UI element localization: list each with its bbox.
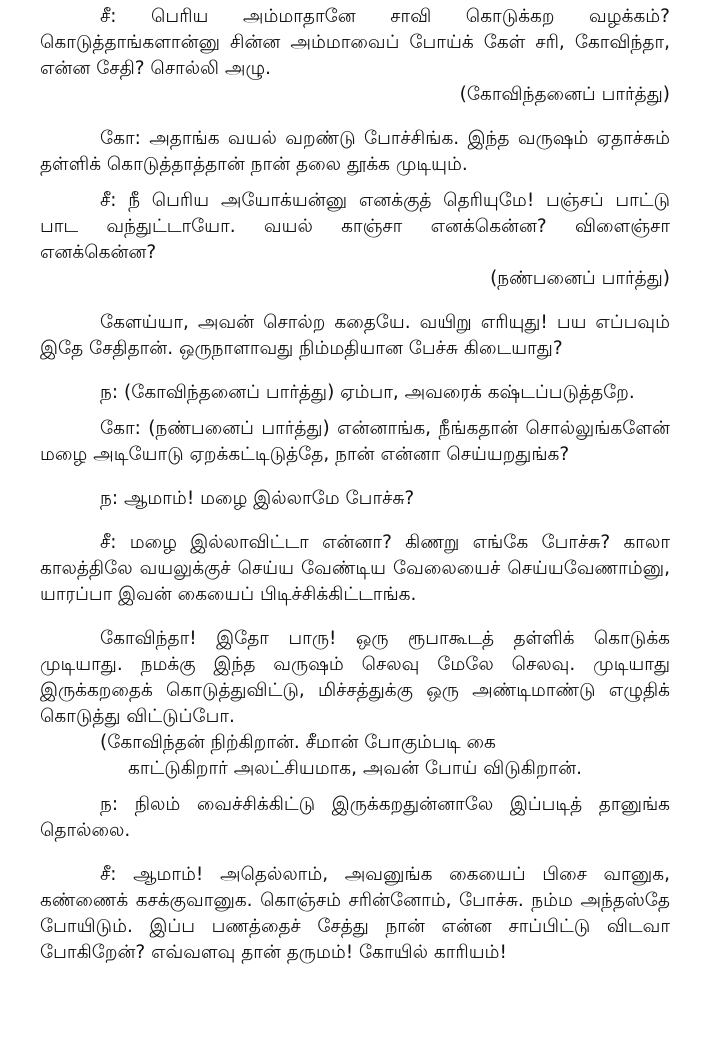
paragraph-1: சீ: பெரிய அம்மாதானே சாவி கொடுக்கற வழக்கம்? கொடுத்தாங்களான்னு சின்ன அம்மாவைப் போய்க் கேள் சரி, கோவிந்தா, என்ன சேதி? சொல்லி அழு. (40, 6, 670, 79)
stage-direction-2: (நண்பனைப் பார்த்து) (490, 268, 670, 289)
paragraph-7: ந: ஆமாம்! மழை இல்லாமே போச்சு? (100, 488, 415, 509)
paragraph-5: ந: (கோவிந்தனைப் பார்த்து) ஏம்பா, அவரைக் கஷ்டப்படுத்தறே. (100, 382, 635, 403)
stage-direction-3-line-1: (கோவிந்தன் நிற்கிறான். சீமான் போகும்படி கை (100, 732, 496, 753)
stage-direction-3-line-2: காட்டுகிறார் அலட்சியமாக, அவன் போய் விடுகிறான். (128, 758, 583, 779)
stage-direction-3 (100, 730, 670, 782)
paragraph-3: சீ: நீ பெரிய அயோக்யன்னு எனக்குத் தெரியுமே! பஞ்சப் பாட்டு பாட வந்துட்டாயோ. வயல் காஞ்சா எனக்கென்ன? விளைஞ்சா எனக்கென்ன? (40, 190, 670, 263)
paragraph-10: ந: நிலம் வைச்சிக்கிட்டு இருக்கறதுன்னாலே இப்படித் தானுங்க தொல்லை. (40, 794, 670, 841)
paragraph-11: சீ: ஆமாம்! அதெல்லாம், அவனுங்க கையைப் பிசை வானுக, கண்ணைக் கசக்குவானுக. கொஞ்சம் சரின்னோம், போச்சு. நம்ம அந்தஸ்தே போயிடும். இப்ப பணத்தைச் சேத்து நான் என்ன சாப்பிட்டு விடவா போகிறேன்? எவ்வளவு தான் தருமம்! கோயில் காரியம்! (40, 864, 670, 963)
paragraph-9: கோவிந்தா! இதோ பாரு! ஒரு ரூபாகூடத் தள்ளிக் கொடுக்க முடியாது. நமக்கு இந்த வருஷம் செலவு மேலே செலவு. முடியாது இருக்கறதைக் கொடுத்துவிட்டு, மிச்சத்துக்கு ஒரு அண்டிமாண்டு எழுதிக் கொடுத்து விட்டுப்போ. (40, 628, 670, 727)
paragraph-4: கேளய்யா, அவன் சொல்ற கதையே. வயிறு எரியுது! பய எப்பவும் இதே சேதிதான். ஒருநாளாவது நிம்மதியான பேச்சு கிடையாது? (40, 312, 670, 359)
paragraph-6: கோ: (நண்பனைப் பார்த்து) என்னாங்க, நீங்கதான் சொல்லுங்களேன் மழை அடியோடு ஏறக்கட்டிடுத்தே, நான் என்னா செய்யறதுங்க? (40, 418, 670, 465)
document-page (40, 4, 670, 966)
stage-direction-1: (கோவிந்தனைப் பார்த்து) (459, 84, 670, 105)
paragraph-8: சீ: மழை இல்லாவிட்டா என்னா? கிணறு எங்கே போச்சு? காலா காலத்திலே வயலுக்குச் செய்ய வேண்டிய வேலையைச் செய்யவேணாம்னு, யாரப்பா இவன் கையைப் பிடிச்சிக்கிட்டாங்க. (40, 532, 670, 605)
paragraph-2: கோ: அதாங்க வயல் வறண்டு போச்சிங்க. இந்த வருஷம் ஏதாச்சும் தள்ளிக் கொடுத்தாத்தான் நான் தலை தூக்க முடியும். (40, 128, 670, 175)
